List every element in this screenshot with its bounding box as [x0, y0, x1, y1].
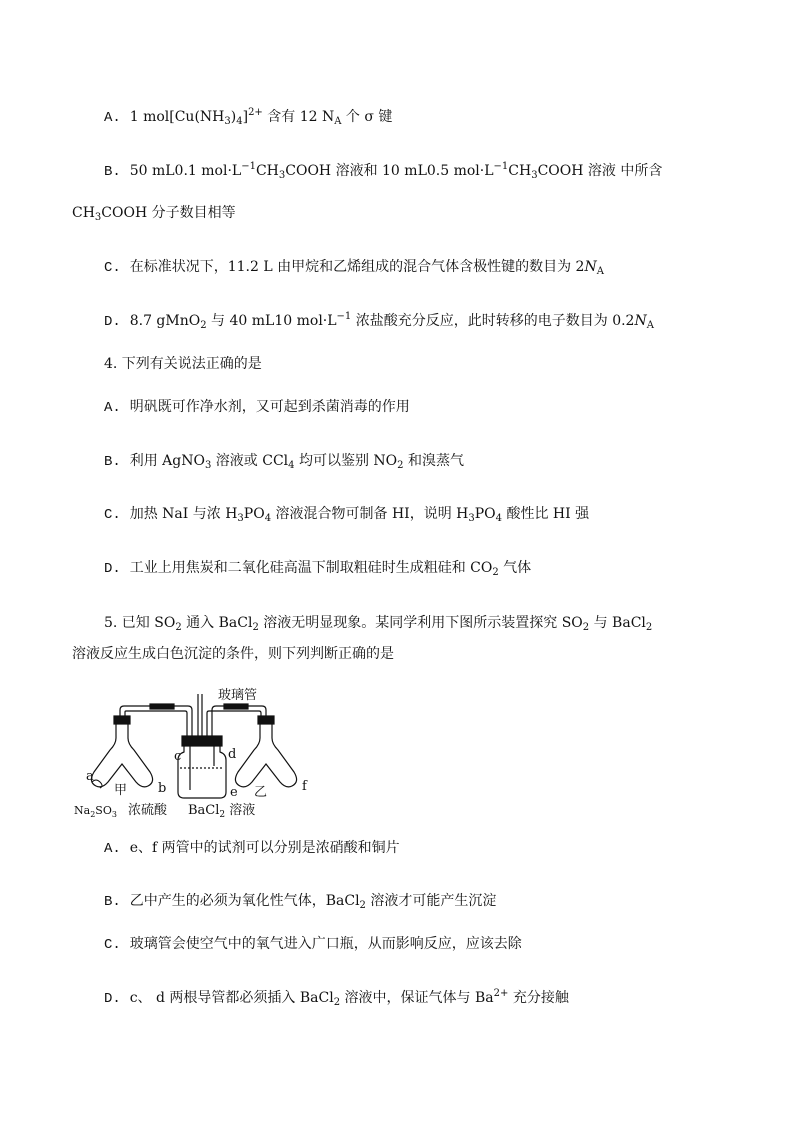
q3-option-a: A. 1 $mol[Cu(NH_3)_4]^{2+}$ 含有 12 $N_A$ 个 σ 键: [104, 107, 393, 127]
y-tube-jia: [91, 716, 152, 787]
q5-stem-line1: 5. 已知 $SO_2$ 通入 BaCl$_2$ 溶液无明显现象。某同学利用下图所示装置探究 $SO_2$ 与 BaCl$_2$: [104, 615, 653, 633]
label-bacl2-solution: BaCl$_2$ 溶液: [188, 803, 256, 820]
label-yi: 乙: [254, 785, 268, 800]
q3-option-b-continued: $CH_3COOH$ 分子数目相等: [72, 205, 236, 223]
q5-option-b: B. 乙中产生的必须为氧化性气体，BaCl$_2$ 溶液才可能产生沉淀: [104, 893, 497, 911]
label-d: d: [228, 747, 237, 762]
q4-option-a: A. 明矾既可作净水剂，又可起到杀菌消毒的作用: [104, 399, 410, 416]
q5-option-d: D. c、 d 两根导管都必须插入 BaCl$_2$ 溶液中，保证气体与 $Ba^{2+}$ 充分接触: [104, 988, 569, 1008]
label-b: b: [158, 781, 167, 796]
q5-option-a: A. e、f 两管中的试剂可以分别是浓硝酸和铜片: [104, 840, 400, 857]
label-e: e: [230, 785, 238, 800]
glass-tube: [198, 694, 202, 740]
q4-option-b: B. 利用 AgNO$_3$ 溶液或 CCl$_4$ 均可以鉴别 $NO_2$ 和溴蒸气: [104, 453, 464, 471]
q3-option-d: D. 8.7 gMnO$_2$ 与 40 mL10 $mol\cdot L^{-1}$ 浓盐酸充分反应，此时转移的电子数目为 $0.2N_A$: [104, 311, 654, 331]
wide-mouth-bottle: [178, 736, 226, 798]
q4-stem: 4. 下列有关说法正确的是: [104, 356, 262, 372]
y-tube-yi: [235, 716, 296, 787]
label-na2so3: $Na_2SO_3$: [74, 804, 117, 819]
q5-stem-line2: 溶液反应生成白色沉淀的条件，则下列判断正确的是: [72, 646, 394, 662]
label-f: f: [302, 779, 307, 794]
q5-option-c: C. 玻璃管会使空气中的氧气进入广口瓶，从而影响反应，应该去除: [104, 936, 522, 953]
q3-option-c: C. 在标准状况下，11.2 L 由甲烷和乙烯组成的混合气体含极性键的数目为 $2N_A$: [104, 259, 604, 277]
apparatus-diagram: [72, 686, 342, 822]
q3-option-b: B. 50 mL0.1 $mol\cdot L^{-1}CH_3COOH$ 溶液和 10 mL0.5 $mol\cdot L^{-1}CH_3COOH$ 溶液 中所含: [104, 161, 663, 181]
q4-option-c: C. 加热 NaI 与浓 $H_3PO_4$ 溶液混合物可制备 HI，说明 $H_3PO_4$ 酸性比 HI 强: [104, 506, 590, 524]
label-jia: 甲: [114, 783, 128, 798]
label-glass-tube: 玻璃管: [218, 688, 258, 703]
label-a: a: [86, 769, 94, 784]
q4-option-d: D. 工业上用焦炭和二氧化硅高温下制取粗硅时生成粗硅和 $CO_2$ 气体: [104, 560, 532, 578]
label-c: c: [174, 749, 182, 764]
label-conc-sulfuric-acid: 浓硫酸: [128, 803, 168, 818]
